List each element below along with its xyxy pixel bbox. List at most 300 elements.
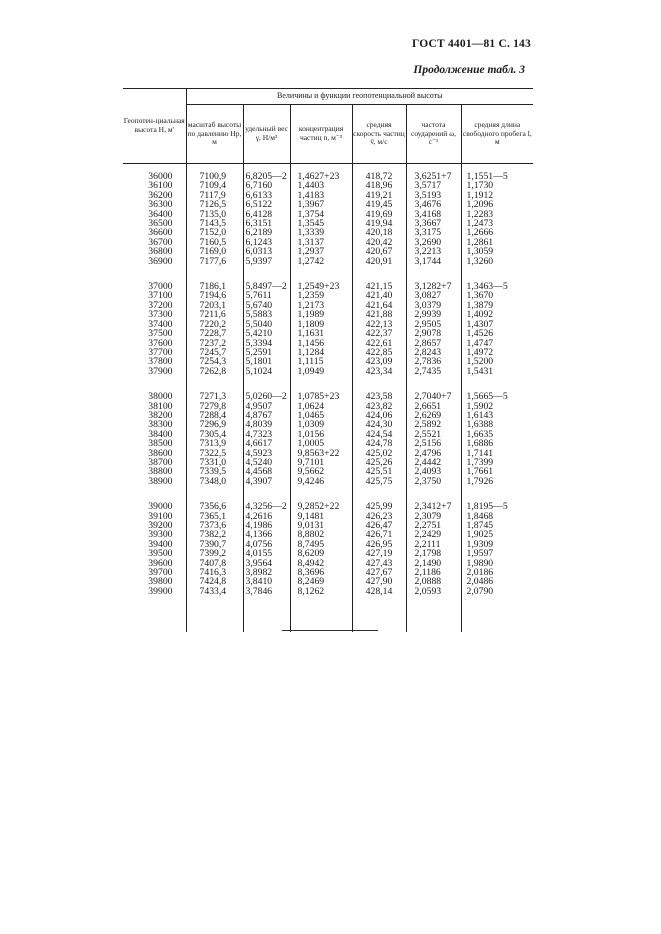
cell-collision-frequency: 2,1490	[406, 559, 461, 568]
cell-concentration: 1,1115	[290, 357, 352, 366]
cell-concentration: 1,1456	[290, 339, 352, 348]
cell-mean-free-path: 1,4307	[461, 320, 533, 329]
cell-concentration: 1,4183	[290, 191, 352, 200]
cell-mean-speed: 419,21	[352, 191, 406, 200]
cell-specific-weight: 4,3256—2	[243, 502, 290, 511]
cell-collision-frequency: 2,9939	[406, 310, 461, 319]
cell-altitude: 36100	[148, 180, 173, 192]
cell-concentration: 1,3967	[290, 200, 352, 209]
cell-mean-free-path: 1,4747	[461, 339, 533, 348]
column-header-scale-height: масштаб высоты по давлению Hp, м	[186, 105, 243, 164]
cell-specific-weight: 6,4128	[243, 210, 290, 219]
cell-specific-weight: 4,1366	[243, 530, 290, 539]
cell-specific-weight: 5,0260—2	[243, 392, 290, 401]
cell-concentration: 1,2173	[290, 301, 352, 310]
cell-specific-weight: 5,6740	[243, 301, 290, 310]
cell-collision-frequency: 2,2429	[406, 530, 461, 539]
cell-scale-height: 7152,0	[186, 228, 243, 237]
cell-specific-weight: 6,6133	[243, 191, 290, 200]
cell-scale-height: 7339,5	[186, 467, 243, 476]
column-header-concentration: концентрация частиц n, м⁻³	[290, 105, 352, 164]
cell-mean-speed: 419,94	[352, 219, 406, 228]
cell-altitude: 38000	[148, 391, 173, 403]
cell-scale-height: 7177,6	[186, 257, 243, 266]
cell-mean-speed: 425,75	[352, 477, 406, 486]
cell-concentration: 1,2937	[290, 247, 352, 256]
cell-scale-height: 7135,0	[186, 210, 243, 219]
cell-specific-weight: 5,2591	[243, 348, 290, 357]
cell-mean-free-path: 1,2096	[461, 200, 533, 209]
cell-mean-free-path: 2,0186	[461, 568, 533, 577]
cell-collision-frequency: 2,8657	[406, 339, 461, 348]
cell-collision-frequency: 2,5521	[406, 430, 461, 439]
cell-mean-free-path: 1,2473	[461, 219, 533, 228]
cell-altitude: 39000	[148, 501, 173, 513]
cell-altitude: 38600	[148, 447, 173, 459]
cell-mean-speed: 426,23	[352, 512, 406, 521]
cell-mean-speed: 423,58	[352, 392, 406, 401]
cell-concentration: 1,0624	[290, 402, 352, 411]
cell-concentration: 9,1481	[290, 512, 352, 521]
cell-mean-speed: 425,02	[352, 449, 406, 458]
cell-concentration: 1,1631	[290, 329, 352, 338]
cell-scale-height: 7117,9	[186, 191, 243, 200]
cell-mean-speed: 424,54	[352, 430, 406, 439]
cell-concentration: 9,4246	[290, 477, 352, 486]
cell-mean-speed: 419,45	[352, 200, 406, 209]
cell-altitude: 37600	[148, 337, 173, 349]
row-spacer	[123, 596, 533, 632]
cell-collision-frequency: 2,7435	[406, 367, 461, 376]
cell-collision-frequency: 2,3079	[406, 512, 461, 521]
cell-mean-speed: 423,34	[352, 367, 406, 376]
column-header-collision-frequency: частота соударений ω, с⁻¹	[406, 105, 461, 164]
cell-collision-frequency: 2,4796	[406, 449, 461, 458]
cell-mean-speed: 426,47	[352, 521, 406, 530]
cell-altitude: 39400	[148, 538, 173, 550]
cell-collision-frequency: 2,3750	[406, 477, 461, 486]
cell-altitude: 37900	[148, 365, 173, 377]
cell-concentration: 1,3339	[290, 228, 352, 237]
cell-scale-height: 7433,4	[186, 587, 243, 596]
cell-mean-speed: 421,64	[352, 301, 406, 310]
row-spacer	[123, 486, 533, 502]
cell-collision-frequency: 3,4168	[406, 210, 461, 219]
cell-specific-weight: 5,7611	[243, 291, 290, 300]
cell-mean-speed: 423,09	[352, 357, 406, 366]
cell-altitude: 37500	[148, 328, 173, 340]
cell-collision-frequency: 3,3667	[406, 219, 461, 228]
cell-collision-frequency: 2,9078	[406, 329, 461, 338]
cell-altitude: 37000	[148, 281, 173, 293]
cell-specific-weight: 6,1243	[243, 238, 290, 247]
cell-concentration: 9,5662	[290, 467, 352, 476]
cell-mean-speed: 422,37	[352, 329, 406, 338]
cell-scale-height: 7373,6	[186, 521, 243, 530]
cell-concentration: 9,8563+22	[290, 449, 352, 458]
cell-altitude: 39900	[148, 585, 173, 597]
cell-collision-frequency: 2,5892	[406, 420, 461, 429]
group-header: Величины и функции геопотенциальной высоты	[186, 89, 533, 105]
cell-collision-frequency: 3,3175	[406, 228, 461, 237]
cell-concentration: 1,4403	[290, 181, 352, 190]
cell-scale-height: 7109,4	[186, 181, 243, 190]
cell-concentration: 1,1284	[290, 348, 352, 357]
page-header: ГОСТ 4401—81 С. 143	[412, 38, 531, 50]
table-row	[123, 257, 533, 266]
cell-mean-free-path: 1,2666	[461, 228, 533, 237]
cell-altitude: 36500	[148, 218, 173, 230]
column-header-specific-weight: удельный вес γ, Н/м³	[243, 105, 290, 164]
cell-specific-weight: 5,4210	[243, 329, 290, 338]
cell-altitude: 36400	[148, 208, 173, 220]
cell-specific-weight: 5,5040	[243, 320, 290, 329]
cell-mean-speed: 422,13	[352, 320, 406, 329]
cell-mean-free-path: 1,3879	[461, 301, 533, 310]
cell-mean-speed: 419,69	[352, 210, 406, 219]
cell-concentration: 1,1989	[290, 310, 352, 319]
cell-scale-height: 7228,7	[186, 329, 243, 338]
cell-specific-weight: 4,9507	[243, 402, 290, 411]
cell-specific-weight: 6,2189	[243, 228, 290, 237]
cell-mean-speed: 422,85	[352, 348, 406, 357]
cell-altitude: 38400	[148, 428, 173, 440]
cell-mean-free-path: 1,4972	[461, 348, 533, 357]
cell-concentration: 1,2359	[290, 291, 352, 300]
cell-mean-free-path: 1,9597	[461, 549, 533, 558]
cell-mean-free-path: 1,2861	[461, 238, 533, 247]
cell-specific-weight: 4,3907	[243, 477, 290, 486]
cell-scale-height: 7356,6	[186, 502, 243, 511]
cell-specific-weight: 6,5122	[243, 200, 290, 209]
cell-specific-weight: 5,1024	[243, 367, 290, 376]
cell-collision-frequency: 3,5193	[406, 191, 461, 200]
cell-altitude: 36000	[148, 171, 173, 182]
cell-scale-height: 7313,9	[186, 439, 243, 448]
cell-mean-speed: 427,67	[352, 568, 406, 577]
cell-mean-free-path: 1,7399	[461, 458, 533, 467]
cell-collision-frequency: 2,3412+7	[406, 502, 461, 511]
cell-collision-frequency: 2,2751	[406, 521, 461, 530]
cell-collision-frequency: 2,4442	[406, 458, 461, 467]
cell-mean-free-path: 1,7141	[461, 449, 533, 458]
cell-mean-free-path: 1,1730	[461, 181, 533, 190]
column-header-mean-speed: средняя скорость частиц v̄, м/с	[352, 105, 406, 164]
cell-mean-free-path: 1,5200	[461, 357, 533, 366]
cell-mean-speed: 426,95	[352, 540, 406, 549]
cell-scale-height: 7211,6	[186, 310, 243, 319]
cell-collision-frequency: 2,0593	[406, 587, 461, 596]
cell-concentration: 8,4942	[290, 559, 352, 568]
footer-rule	[282, 630, 378, 631]
cell-collision-frequency: 2,0888	[406, 577, 461, 586]
cell-altitude: 37200	[148, 299, 173, 311]
column-header-altitude: Геопотен-циальная высота H, м'	[123, 89, 186, 164]
cell-concentration: 1,1809	[290, 320, 352, 329]
cell-specific-weight: 6,3151	[243, 219, 290, 228]
cell-mean-free-path: 2,0486	[461, 577, 533, 586]
cell-mean-free-path: 1,3463—5	[461, 282, 533, 291]
cell-scale-height: 7126,5	[186, 200, 243, 209]
cell-concentration: 1,0949	[290, 367, 352, 376]
cell-altitude: 38300	[148, 419, 173, 431]
cell-scale-height: 7288,4	[186, 411, 243, 420]
cell-mean-free-path: 1,9890	[461, 559, 533, 568]
cell-concentration: 1,4627+23	[290, 172, 352, 181]
row-spacer	[123, 376, 533, 392]
cell-concentration: 8,8802	[290, 530, 352, 539]
cell-scale-height: 7245,7	[186, 348, 243, 357]
cell-concentration: 9,7101	[290, 458, 352, 467]
cell-collision-frequency: 2,2111	[406, 540, 461, 549]
cell-altitude: 39100	[148, 510, 173, 522]
cell-altitude: 37100	[148, 290, 173, 302]
table-body	[123, 164, 533, 633]
cell-mean-speed: 426,71	[352, 530, 406, 539]
cell-concentration: 1,0785+23	[290, 392, 352, 401]
cell-altitude: 36800	[148, 246, 173, 258]
cell-scale-height: 7271,3	[186, 392, 243, 401]
cell-scale-height: 7186,1	[186, 282, 243, 291]
cell-scale-height: 7279,8	[186, 402, 243, 411]
cell-mean-speed: 424,78	[352, 439, 406, 448]
cell-scale-height: 7194,6	[186, 291, 243, 300]
cell-mean-speed: 418,72	[352, 172, 406, 181]
cell-specific-weight: 5,8497—2	[243, 282, 290, 291]
cell-collision-frequency: 3,0379	[406, 301, 461, 310]
cell-specific-weight: 3,8982	[243, 568, 290, 577]
cell-specific-weight: 3,8410	[243, 577, 290, 586]
table-header	[123, 89, 533, 164]
cell-mean-free-path: 1,6635	[461, 430, 533, 439]
cell-mean-free-path: 2,0790	[461, 587, 533, 596]
cell-concentration: 9,2852+22	[290, 502, 352, 511]
cell-mean-speed: 420,67	[352, 247, 406, 256]
cell-altitude: 36200	[148, 189, 173, 201]
cell-scale-height: 7390,7	[186, 540, 243, 549]
cell-collision-frequency: 3,4676	[406, 200, 461, 209]
cell-mean-free-path: 1,1912	[461, 191, 533, 200]
cell-collision-frequency: 2,7040+7	[406, 392, 461, 401]
row-spacer	[123, 266, 533, 282]
cell-mean-speed: 424,06	[352, 411, 406, 420]
cell-mean-free-path: 1,7926	[461, 477, 533, 486]
cell-concentration: 1,0465	[290, 411, 352, 420]
cell-scale-height: 7254,3	[186, 357, 243, 366]
cell-mean-speed: 421,88	[352, 310, 406, 319]
cell-collision-frequency: 2,6269	[406, 411, 461, 420]
cell-specific-weight: 6,7160	[243, 181, 290, 190]
cell-mean-speed: 420,18	[352, 228, 406, 237]
cell-altitude: 39600	[148, 557, 173, 569]
cell-specific-weight: 3,7846	[243, 587, 290, 596]
cell-altitude: 36600	[148, 227, 173, 239]
column-header-mean-free-path: средняя длина свободного пробега l, м	[461, 105, 533, 164]
cell-mean-free-path: 1,7661	[461, 467, 533, 476]
cell-specific-weight: 5,5883	[243, 310, 290, 319]
table-row	[123, 587, 533, 596]
cell-collision-frequency: 2,8243	[406, 348, 461, 357]
cell-scale-height: 7365,1	[186, 512, 243, 521]
cell-concentration: 8,7495	[290, 540, 352, 549]
cell-specific-weight: 3,9564	[243, 559, 290, 568]
cell-altitude: 37400	[148, 318, 173, 330]
cell-scale-height: 7237,2	[186, 339, 243, 348]
cell-specific-weight: 5,1801	[243, 357, 290, 366]
cell-mean-speed: 425,26	[352, 458, 406, 467]
data-table-container	[123, 88, 533, 632]
geopotential-table	[123, 88, 533, 632]
cell-mean-speed: 421,15	[352, 282, 406, 291]
cell-altitude: 37300	[148, 309, 173, 321]
cell-collision-frequency: 2,9505	[406, 320, 461, 329]
cell-scale-height: 7203,1	[186, 301, 243, 310]
cell-specific-weight: 4,1986	[243, 521, 290, 530]
cell-altitude: 38500	[148, 438, 173, 450]
cell-altitude: 38700	[148, 456, 173, 468]
cell-mean-speed: 420,91	[352, 257, 406, 266]
cell-collision-frequency: 3,5717	[406, 181, 461, 190]
cell-mean-free-path: 1,6143	[461, 411, 533, 420]
cell-altitude: 36700	[148, 236, 173, 248]
cell-mean-free-path: 1,4526	[461, 329, 533, 338]
cell-scale-height: 7322,5	[186, 449, 243, 458]
cell-specific-weight: 4,5923	[243, 449, 290, 458]
cell-concentration: 1,2549+23	[290, 282, 352, 291]
cell-scale-height: 7424,8	[186, 577, 243, 586]
cell-collision-frequency: 2,6651	[406, 402, 461, 411]
cell-concentration: 1,0309	[290, 420, 352, 429]
cell-scale-height: 7296,9	[186, 420, 243, 429]
cell-mean-speed: 423,82	[352, 402, 406, 411]
cell-scale-height: 7416,3	[186, 568, 243, 577]
cell-altitude: 38800	[148, 466, 173, 478]
cell-concentration: 8,2469	[290, 577, 352, 586]
cell-specific-weight: 4,4568	[243, 467, 290, 476]
cell-mean-speed: 425,51	[352, 467, 406, 476]
cell-mean-speed: 427,19	[352, 549, 406, 558]
cell-concentration: 1,3137	[290, 238, 352, 247]
cell-mean-free-path: 1,4092	[461, 310, 533, 319]
cell-altitude: 39500	[148, 548, 173, 560]
cell-altitude: 39300	[148, 529, 173, 541]
cell-mean-free-path: 1,5665—5	[461, 392, 533, 401]
cell-mean-free-path: 1,8745	[461, 521, 533, 530]
cell-scale-height: 7143,5	[186, 219, 243, 228]
cell-altitude: 38100	[148, 400, 173, 412]
cell-mean-speed: 420,42	[352, 238, 406, 247]
cell-mean-speed: 418,96	[352, 181, 406, 190]
cell-mean-speed: 422,61	[352, 339, 406, 348]
cell-concentration: 1,3754	[290, 210, 352, 219]
cell-specific-weight: 4,0756	[243, 540, 290, 549]
cell-altitude: 38900	[148, 475, 173, 487]
cell-collision-frequency: 2,5156	[406, 439, 461, 448]
cell-mean-speed: 424,30	[352, 420, 406, 429]
cell-collision-frequency: 3,2690	[406, 238, 461, 247]
cell-mean-free-path: 1,8195—5	[461, 502, 533, 511]
cell-altitude: 37700	[148, 346, 173, 358]
cell-altitude: 37800	[148, 356, 173, 368]
cell-scale-height: 7262,8	[186, 367, 243, 376]
cell-collision-frequency: 2,1186	[406, 568, 461, 577]
cell-scale-height: 7399,2	[186, 549, 243, 558]
cell-concentration: 1,3545	[290, 219, 352, 228]
cell-scale-height: 7407,8	[186, 559, 243, 568]
cell-concentration: 8,3696	[290, 568, 352, 577]
cell-mean-free-path: 1,5902	[461, 402, 533, 411]
cell-scale-height: 7169,0	[186, 247, 243, 256]
cell-specific-weight: 6,0313	[243, 247, 290, 256]
cell-specific-weight: 4,7323	[243, 430, 290, 439]
cell-concentration: 8,1262	[290, 587, 352, 596]
cell-scale-height: 7331,0	[186, 458, 243, 467]
cell-mean-free-path: 1,3260	[461, 257, 533, 266]
cell-mean-free-path: 1,2283	[461, 210, 533, 219]
cell-specific-weight: 6,8205—2	[243, 172, 290, 181]
cell-altitude: 36900	[148, 255, 173, 267]
cell-altitude: 39200	[148, 520, 173, 531]
cell-specific-weight: 4,2616	[243, 512, 290, 521]
cell-mean-speed: 421,40	[352, 291, 406, 300]
cell-scale-height: 7382,2	[186, 530, 243, 539]
cell-scale-height: 7305,4	[186, 430, 243, 439]
cell-concentration: 1,2742	[290, 257, 352, 266]
cell-collision-frequency: 2,7836	[406, 357, 461, 366]
cell-specific-weight: 5,9397	[243, 257, 290, 266]
cell-specific-weight: 4,5240	[243, 458, 290, 467]
continuation-label: Продолжение табл. 3	[413, 64, 525, 76]
cell-altitude: 38200	[148, 409, 173, 421]
table-row	[123, 367, 533, 376]
cell-specific-weight: 4,8039	[243, 420, 290, 429]
cell-mean-free-path: 1,5431	[461, 367, 533, 376]
cell-altitude: 39700	[148, 567, 173, 579]
cell-mean-free-path: 1,1551—5	[461, 172, 533, 181]
cell-mean-free-path: 1,3670	[461, 291, 533, 300]
cell-altitude: 36300	[148, 199, 173, 211]
cell-collision-frequency: 3,1744	[406, 257, 461, 266]
cell-mean-free-path: 1,9025	[461, 530, 533, 539]
cell-concentration: 1,0005	[290, 439, 352, 448]
cell-specific-weight: 5,3394	[243, 339, 290, 348]
cell-specific-weight: 4,0155	[243, 549, 290, 558]
cell-specific-weight: 4,6617	[243, 439, 290, 448]
cell-mean-free-path: 1,8468	[461, 512, 533, 521]
cell-mean-free-path: 1,9309	[461, 540, 533, 549]
cell-scale-height: 7100,9	[186, 172, 243, 181]
cell-mean-speed: 427,90	[352, 577, 406, 586]
cell-mean-speed: 428,14	[352, 587, 406, 596]
cell-collision-frequency: 3,2213	[406, 247, 461, 256]
cell-collision-frequency: 3,6251+7	[406, 172, 461, 181]
cell-collision-frequency: 2,1798	[406, 549, 461, 558]
cell-concentration: 9,0131	[290, 521, 352, 530]
cell-collision-frequency: 3,1282+7	[406, 282, 461, 291]
cell-scale-height: 7220,2	[186, 320, 243, 329]
cell-concentration: 8,6209	[290, 549, 352, 558]
cell-concentration: 1,0156	[290, 430, 352, 439]
cell-mean-free-path: 1,6388	[461, 420, 533, 429]
cell-scale-height: 7160,5	[186, 238, 243, 247]
cell-specific-weight: 4,8767	[243, 411, 290, 420]
cell-mean-free-path: 1,3059	[461, 247, 533, 256]
table-row	[123, 477, 533, 486]
cell-altitude: 39800	[148, 576, 173, 588]
cell-scale-height: 7348,0	[186, 477, 243, 486]
cell-mean-speed: 427,43	[352, 559, 406, 568]
cell-collision-frequency: 2,4093	[406, 467, 461, 476]
